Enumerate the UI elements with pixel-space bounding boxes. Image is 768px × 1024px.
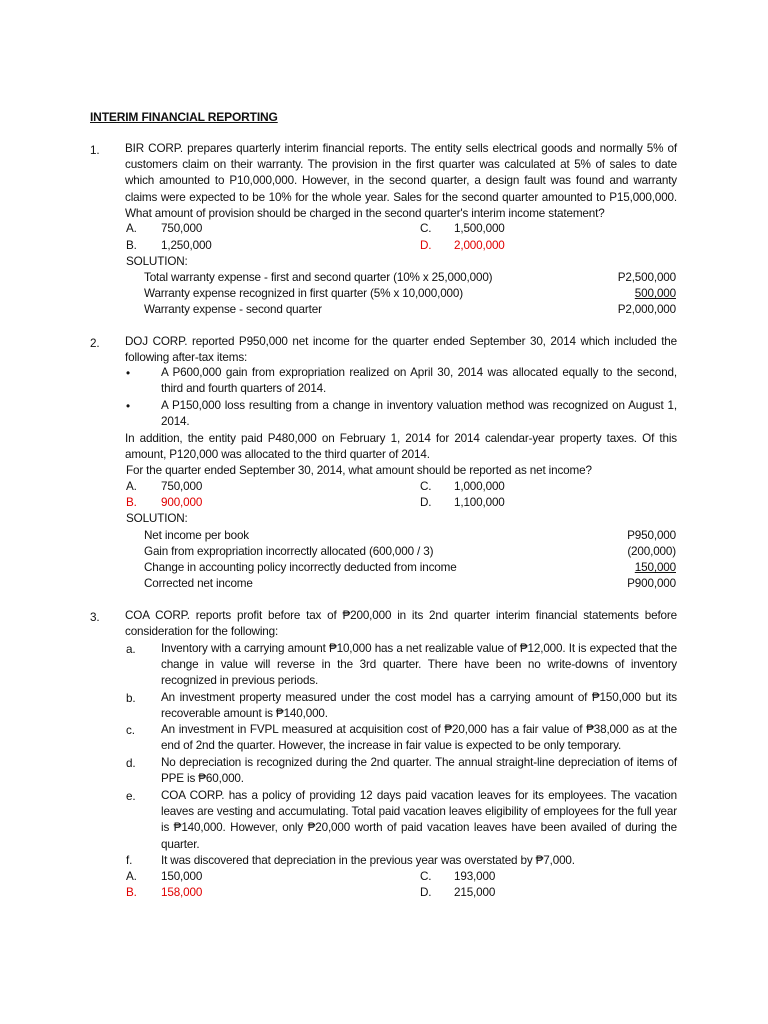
q1-choice-b-value: 1,250,000: [161, 239, 212, 252]
page-heading: INTERIM FINANCIAL REPORTING: [90, 110, 278, 124]
q1-solution-row-3-amount: P2,000,000: [617, 303, 676, 316]
q2-solution-row-4-amount: P900,000: [627, 577, 676, 590]
q2-solution-row-2-label: Gain from expropriation incorrectly allocated (600,000 / 3): [144, 545, 434, 558]
q2-choice-c-letter: C.: [420, 480, 432, 493]
q2-choice-c-value: 1,000,000: [454, 480, 505, 493]
q2-addition: In addition, the entity paid P480,000 on February 1, 2014 for 2014 calendar-year property taxes. Of this amount, P120,000 was allocated to the third quarter of 2014.: [125, 432, 677, 462]
q3-intro: COA CORP. reports profit before tax of ₱200,000 in its 2nd quarter interim financial statements before consideration for the following:: [125, 609, 677, 639]
q3-item-f-letter: f.: [126, 854, 133, 867]
q2-intro: DOJ CORP. reported P950,000 net income for the quarter ended September 30, 2014 which included the following after-tax items:: [125, 335, 677, 365]
q1-solution-row-1-label: Total warranty expense - first and second quarter (10% x 25,000,000): [144, 271, 493, 284]
q3-item-d-letter: d.: [126, 757, 136, 770]
q2-choice-d-value: 1,100,000: [454, 496, 505, 509]
q1-solution-row-2-amount: 500,000: [634, 287, 676, 300]
q1-text: BIR CORP. prepares quarterly interim financial reports. The entity sells electrical goods and normally 5% of customers claim on their warranty. The provision in the first quarter was calculated at 5% of sales to date which amounted to P10,000,000. However, in the second quarter, a design fault was found and warranty claims were expected to be 10% for the whole year. Sales for the second quarter amounted to P15,000,000. What amount of provision should be charged in the second quarter's interim income statement?: [125, 142, 677, 220]
q1-choice-b-letter: B.: [126, 239, 137, 252]
q2-choice-d-letter: D.: [420, 496, 432, 509]
q3-choice-c-letter: C.: [420, 870, 432, 883]
q2-choice-b-value: 900,000: [161, 496, 203, 509]
q2-solution-row-3-label: Change in accounting policy incorrectly deducted from income: [144, 561, 457, 574]
q2-solution-row-1-amount: P950,000: [627, 529, 676, 542]
q3-item-b-text: An investment property measured under the cost model has a carrying amount of ₱150,000 but its recoverable amount is ₱140,000.: [161, 691, 677, 721]
q3-item-b-letter: b.: [126, 692, 136, 705]
q1-choice-d-letter: D.: [420, 239, 432, 252]
q2-solution-row-1-label: Net income per book: [144, 529, 249, 542]
q3-choice-b-value: 158,000: [161, 886, 203, 899]
q1-solution-row-3-label: Warranty expense - second quarter: [144, 303, 322, 316]
q3-choice-a-value: 150,000: [161, 870, 203, 883]
q2-solution-row-2-amount: (200,000): [627, 545, 676, 558]
q3-item-a-letter: a.: [126, 643, 136, 656]
q3-choice-d-letter: D.: [420, 886, 432, 899]
q2-solution-label: SOLUTION:: [126, 512, 188, 525]
q3-item-c-letter: c.: [126, 724, 135, 737]
q2-question: For the quarter ended September 30, 2014, what amount should be reported as net income?: [126, 464, 592, 477]
q1-choice-a-value: 750,000: [161, 222, 203, 235]
q3-number: 3.: [90, 611, 100, 624]
q3-choice-b-letter: B.: [126, 886, 137, 899]
q2-solution-row-3-amount: 150,000: [634, 561, 676, 574]
q1-solution-row-1-amount: P2,500,000: [617, 271, 676, 284]
q1-number: 1.: [90, 144, 100, 157]
q3-item-e-text: COA CORP. has a policy of providing 12 days paid vacation leaves for its employees. The vacation leaves are vesting and accumulating. Total paid vacation leaves eligibility of employees for the full year is ₱140,000. However, only ₱20,000 worth of paid vacation leaves have been availed of during the quarter.: [161, 789, 677, 851]
q2-solution-row-4-label: Corrected net income: [144, 577, 253, 590]
q2-bullet-2-marker: •: [126, 400, 130, 413]
q3-item-f-text: It was discovered that depreciation in the previous year was overstated by ₱7,000.: [161, 854, 575, 867]
q1-choice-d-value: 2,000,000: [454, 239, 505, 252]
q2-bullet-1: A P600,000 gain from expropriation realized on April 30, 2014 was allocated equally to the second, third and fourth quarters of 2014.: [161, 366, 677, 396]
q2-choice-a-letter: A.: [126, 480, 137, 493]
q1-solution-label: SOLUTION:: [126, 255, 188, 268]
q1-choice-c-letter: C.: [420, 222, 432, 235]
q1-solution-row-2-label: Warranty expense recognized in first quarter (5% x 10,000,000): [144, 287, 463, 300]
q2-bullet-1-marker: •: [126, 367, 130, 380]
q2-number: 2.: [90, 337, 100, 350]
q3-choice-d-value: 215,000: [454, 886, 496, 899]
q2-bullet-2: A P150,000 loss resulting from a change in inventory valuation method was recognized on August 1, 2014.: [161, 399, 677, 429]
q3-choice-c-value: 193,000: [454, 870, 496, 883]
q1-choice-a-letter: A.: [126, 222, 137, 235]
q3-item-a-text: Inventory with a carrying amount ₱10,000 has a net realizable value of ₱12,000. It is expected that the change in value will reverse in the 3rd quarter. There have been no write-downs of inventory recognized in previous periods.: [161, 642, 677, 688]
q3-item-d-text: No depreciation is recognized during the 2nd quarter. The annual straight-line depreciation of items of PPE is ₱60,000.: [161, 756, 677, 786]
q3-item-e-letter: e.: [126, 790, 136, 803]
q3-item-c-text: An investment in FVPL measured at acquisition cost of ₱20,000 has a fair value of ₱38,000 as at the end of 2nd the quarter. However, the increase in fair value is expected to be only temporary.: [161, 723, 677, 753]
q3-choice-a-letter: A.: [126, 870, 137, 883]
q2-choice-a-value: 750,000: [161, 480, 203, 493]
q2-choice-b-letter: B.: [126, 496, 137, 509]
q1-choice-c-value: 1,500,000: [454, 222, 505, 235]
